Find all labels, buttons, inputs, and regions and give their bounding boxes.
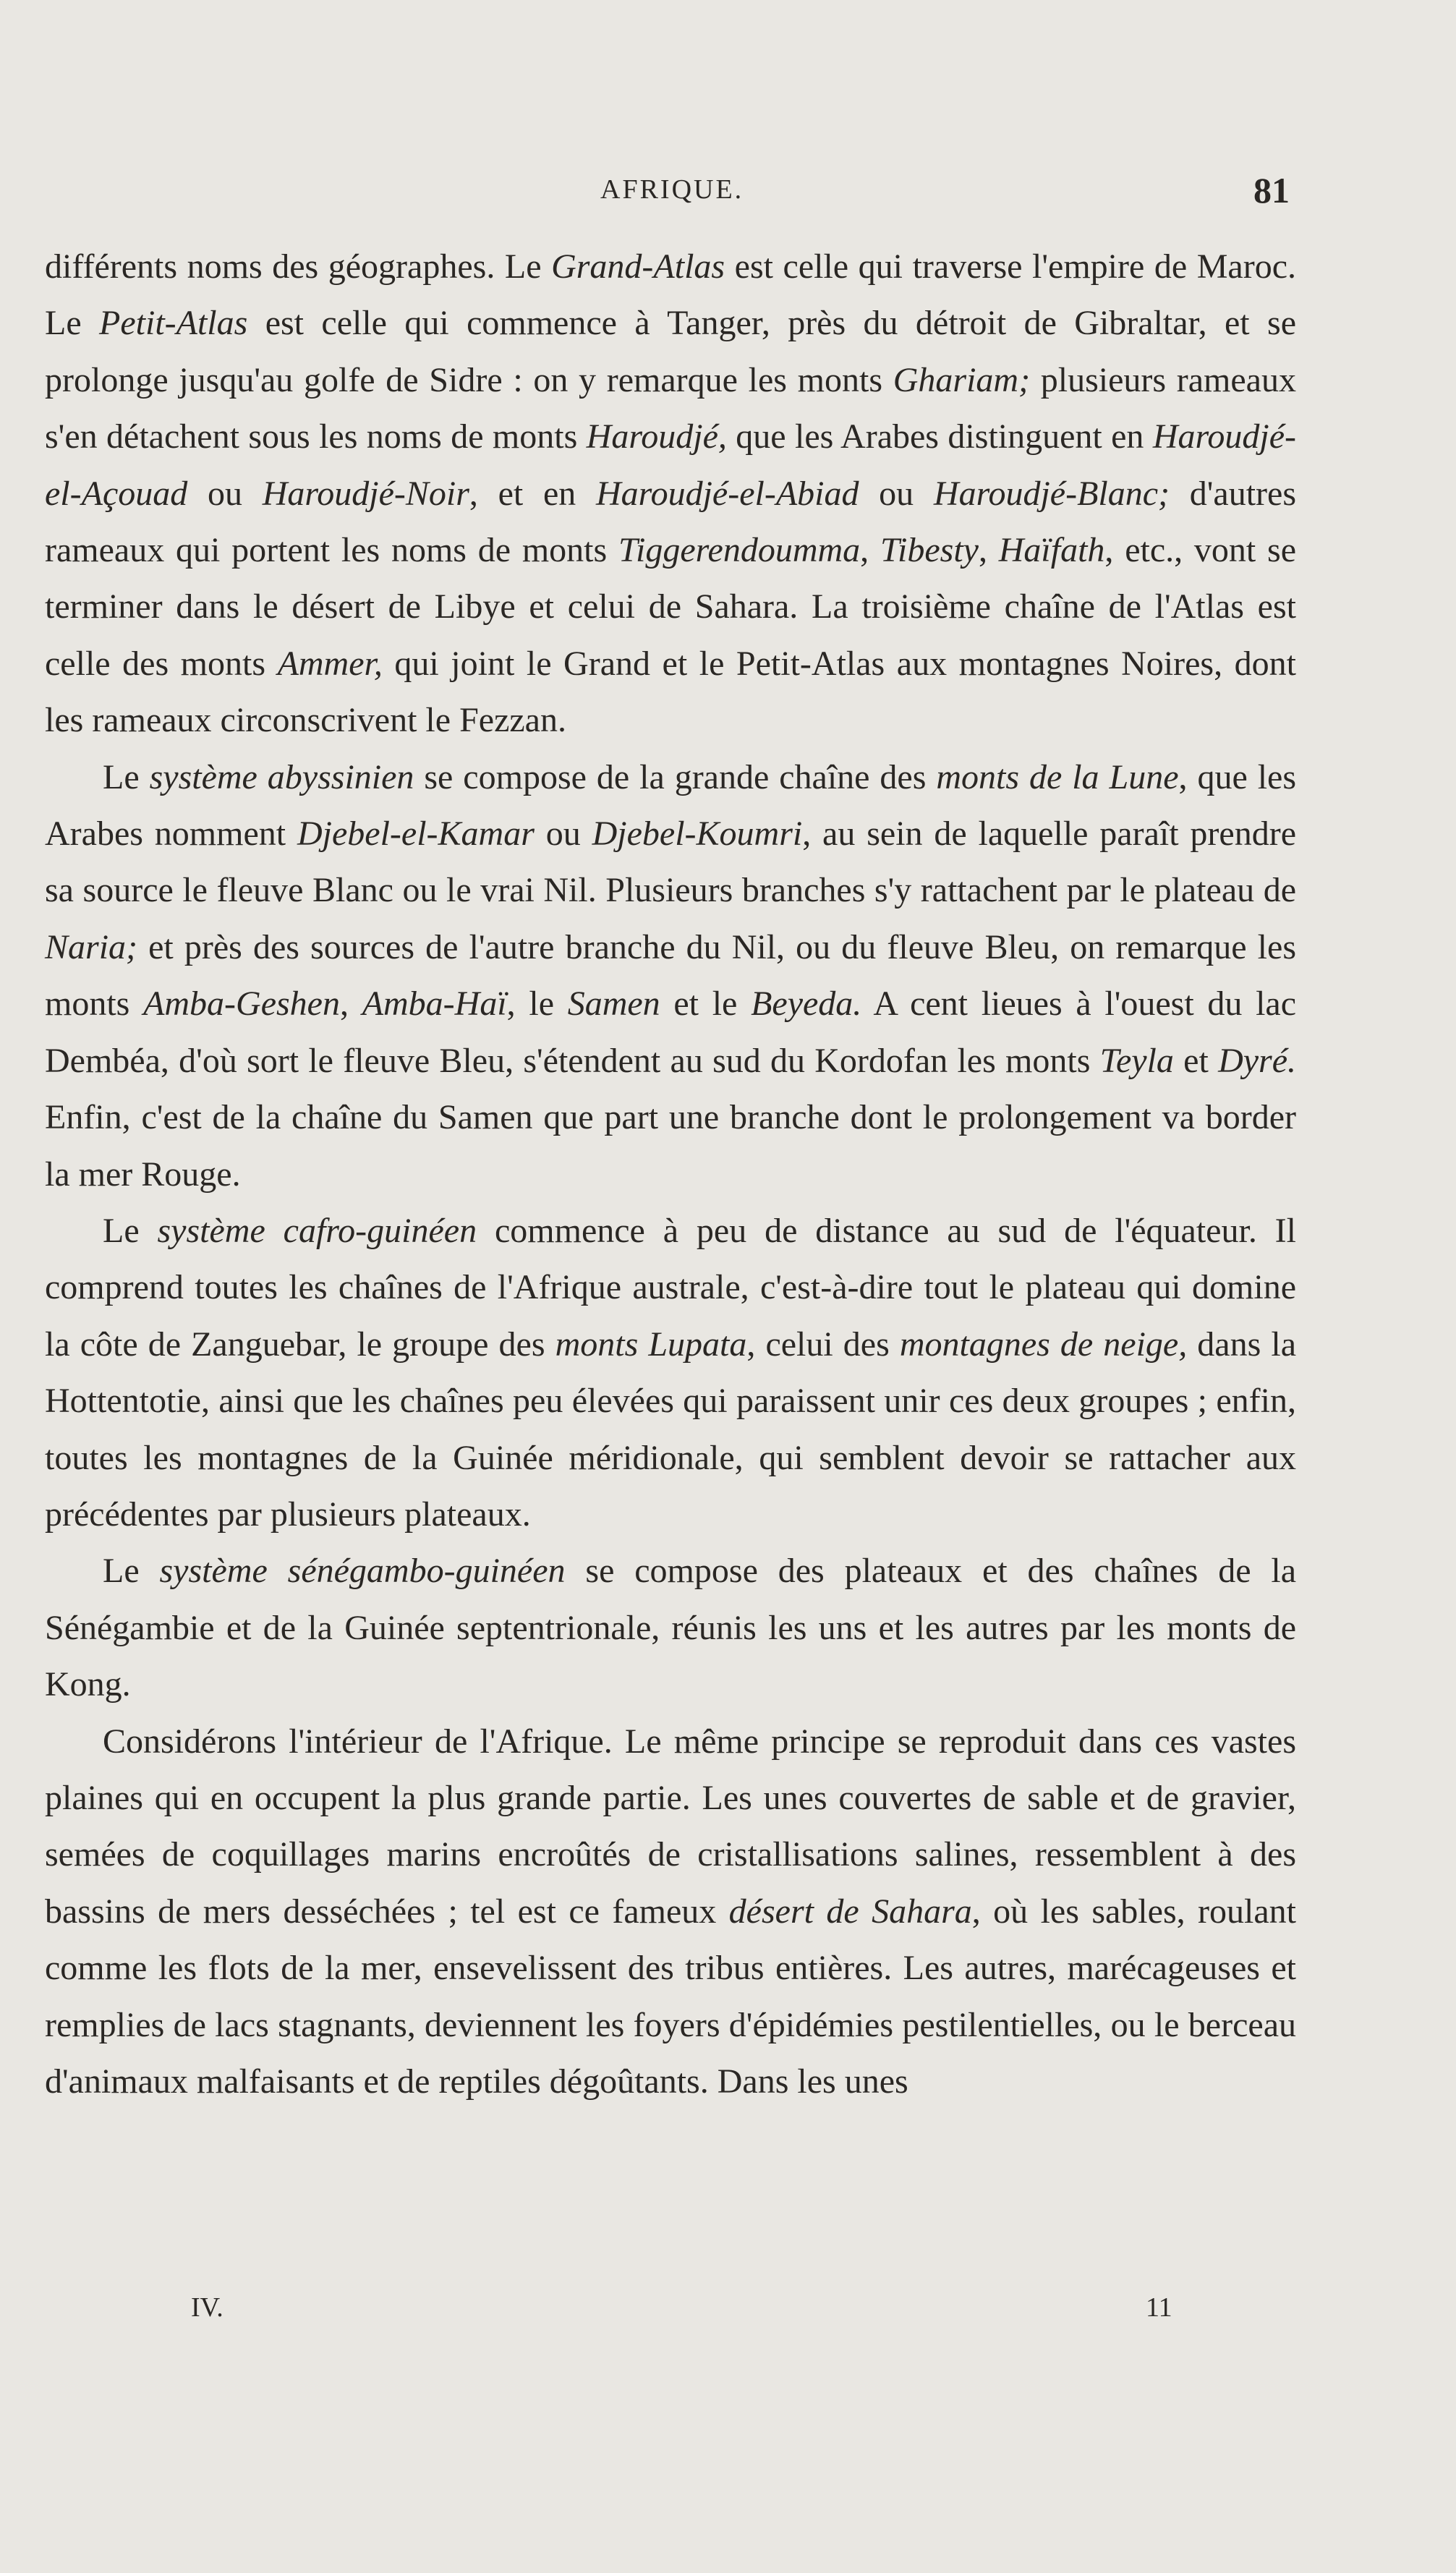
paragraph [45, 239, 1296, 749]
italic-text: Petit-Atlas [99, 304, 248, 343]
italic-text: Naria; [45, 927, 138, 966]
text-run: , celui des [746, 1324, 900, 1364]
text-run: , [978, 531, 999, 570]
text-run: Enfin, c'est de la chaîne du Samen que part une branche dont le prolongement va border la mer Rouge. [45, 1098, 1296, 1194]
text-run: que les Arabes distinguent en [726, 417, 1153, 456]
text-run: et [1173, 1041, 1219, 1080]
paragraph [45, 1203, 1296, 1543]
italic-text: Djebel-Koumri [592, 815, 803, 854]
italic-text: système sénégambo-guinéen [159, 1552, 566, 1591]
signature-mark: IV. [191, 2292, 223, 2323]
paragraph [45, 1714, 1296, 2111]
italic-text: Haroudjé-Blanc; [933, 474, 1170, 513]
text-run: , [339, 984, 362, 1024]
text-run: , et en [469, 474, 596, 513]
text-run: dans la Hottentotie, ainsi que les chaînes peu élevées qui paraissent unir ces deux groupes ; enfin, toutes les montagnes de la Guinée méridionale, qui semblent devoir se rattacher aux précédentes par plusieurs plateaux. [45, 1324, 1296, 1534]
page-number: 81 [1253, 170, 1290, 210]
text-run: et le [660, 984, 752, 1024]
text-run: plusieurs rameaux s'en détachent sous les noms de monts [45, 360, 1296, 456]
text-run: commence à peu de distance au sud de l'équateur. Il comprend toutes les chaînes de l'Afrique australe, c'est-à-dire tout le plateau qui domine la côte de Zanguebar, le groupe des [45, 1211, 1297, 1364]
text-run: d'autres rameaux qui portent les noms de monts [45, 474, 1297, 570]
text-run: , que les Arabes nomment [45, 757, 1297, 854]
italic-text: Amba-Geshen [143, 984, 340, 1024]
paragraph [45, 749, 1296, 1203]
italic-text: Tiggerendoumma [618, 531, 861, 570]
italic-text: Haroudjé-Noir [262, 474, 469, 513]
text-run: , au sein de laquelle paraît prendre sa source le fleuve Blanc ou le vrai Nil. Plusieurs branches s'y rattachent par le plateau de [45, 815, 1296, 910]
text-run: Le [103, 757, 150, 796]
paragraph [45, 1543, 1296, 1713]
italic-text: Djebel-el-Kamar [297, 815, 535, 854]
italic-text: Tibesty [880, 531, 979, 570]
italic-text: Haroudjé-el-Açouad [45, 417, 1297, 513]
text-run: se compose des plateaux et des chaînes de la Sénégambie et de la Guinée septentrionale, réunis les uns et les autres par les monts de Kong. [45, 1552, 1297, 1704]
text-run: Considérons l'intérieur de l'Afrique. Le même principe se reproduit dans ces vastes plaines qui en occupent la plus grande partie. Les unes couvertes de sable et de gravier, semées de coquillages marins encroûtés de cristallisations salines, ressemblent à des bassins de mers desséchées ; tel est ce fameux [45, 1722, 1296, 1931]
italic-text: Teyla [1099, 1041, 1174, 1080]
text-run: ou [187, 474, 263, 513]
text-run: Le [103, 1552, 160, 1591]
italic-text: Samen [567, 984, 660, 1024]
text-run: A cent lieues à l'ouest du lac Dembéa, d'où sort le fleuve Bleu, s'étendent au sud du Kordofan les monts [45, 984, 1297, 1080]
italic-text: Amba-Haï [362, 984, 507, 1024]
italic-text: système cafro-guinéen [157, 1211, 477, 1250]
italic-text: Dyré. [1218, 1041, 1297, 1080]
text-run: , où les sables, roulant comme les flots de la mer, ensevelissent des tribus entières. Les autres, marécageuses et remplies de lacs stagnants, deviennent les foyers d'épidémies pestilentielles, ou le berceau d'animaux malfaisants et de reptiles dégoûtants. Dans les unes [45, 1892, 1296, 2101]
text-run: est celle qui traverse l'empire de Maroc. Le [45, 247, 1297, 343]
italic-text: système abyssinien [149, 757, 414, 796]
sheet-number: 11 [1146, 2292, 1172, 2323]
text-run: qui joint le Grand et le Petit-Atlas aux montagnes Noires, dont les rameaux circonscrivent le Fezzan. [45, 644, 1296, 740]
text-run: est celle qui commence à Tanger, près du détroit de Gibraltar, et se prolonge jusqu'au golfe de Sidre : on y remarque les monts [45, 304, 1297, 399]
text-run: , etc., vont se terminer dans le désert de Libye et celui de Sahara. La troisième chaîne de l'Atlas est celle des monts [45, 531, 1297, 683]
italic-text: Beyeda. [751, 984, 862, 1024]
text-run: , le [506, 984, 568, 1024]
text-run: différents noms des géographes. Le [45, 247, 552, 286]
italic-text: Ammer, [277, 644, 383, 683]
italic-text: désert de Sahara [728, 1892, 972, 1931]
page-header [0, 170, 1456, 217]
running-head: AFRIQUE. [600, 174, 744, 205]
text-run: ou [859, 474, 934, 513]
text-run: et près des sources de l'autre branche du Nil, ou du fleuve Bleu, on remarque les monts [45, 927, 1296, 1024]
italic-text: monts Lupata [555, 1324, 747, 1364]
italic-text: Grand-Atlas [551, 247, 725, 286]
text-run: ou [534, 815, 592, 854]
italic-text: Haroudjé, [586, 417, 727, 456]
text-run: , [860, 531, 880, 570]
page-footer [0, 2292, 1456, 2335]
italic-text: Haïfath [998, 531, 1105, 570]
body-text [45, 239, 1296, 2110]
italic-text: Haroudjé-el-Abiad [596, 474, 859, 513]
text-run: se compose de la grande chaîne des [414, 757, 937, 796]
italic-text: Ghariam; [893, 360, 1031, 399]
text-run: Le [103, 1211, 158, 1250]
italic-text: monts de la Lune [936, 757, 1179, 796]
italic-text: montagnes de neige, [899, 1324, 1188, 1364]
